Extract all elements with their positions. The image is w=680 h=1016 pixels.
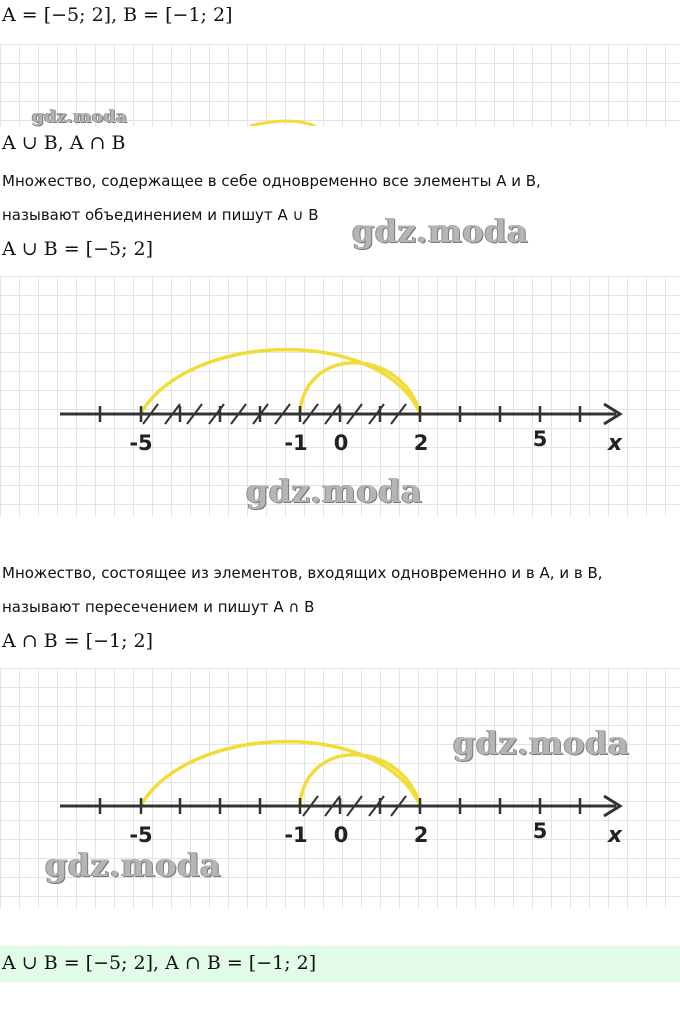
grid-strip-top [0, 44, 680, 126]
tick-label-2: 2 [413, 823, 429, 847]
axis-label-x: x [607, 431, 623, 456]
tick-label-2: 2 [413, 431, 429, 455]
arc-set-a [141, 350, 420, 413]
final-answer: A ∪ B = [−5; 2], A ∩ B = [−1; 2] [2, 952, 317, 974]
watermark-intersection-figure-top: gdz.moda [453, 724, 630, 762]
intersection-number-line-panel [0, 668, 680, 908]
tick-label-minus5: -5 [129, 431, 153, 455]
operations-line: A ∪ B, A ∩ B [2, 132, 126, 154]
union-number-line-panel [0, 276, 680, 516]
intersection-result: A ∩ B = [−1; 2] [2, 630, 154, 652]
tick-label-5: 5 [532, 819, 548, 843]
intersection-definition-line1: Множество, состоящее из элементов, входящих одновременно и в A, и в B, [2, 564, 603, 582]
tick-label-0: 0 [333, 823, 349, 847]
union-definition-line2: называют объединением и пишут A ∪ B [2, 206, 319, 224]
union-definition-line1: Множество, содержащее в себе одновременно все элементы A и B, [2, 172, 541, 190]
union-result: A ∪ B = [−5; 2] [2, 238, 154, 260]
axis-label-x: x [607, 823, 623, 848]
intersection-definition-line2: называют пересечением и пишут A ∩ B [2, 598, 315, 616]
watermark-union-figure: gdz.moda [246, 472, 423, 510]
tick-label-minus1: -1 [284, 431, 308, 455]
answer-box [0, 946, 680, 982]
watermark-union-text: gdz.moda [352, 212, 529, 250]
tick-label-5: 5 [532, 427, 548, 451]
tick-label-0: 0 [333, 431, 349, 455]
sets-definition: A = [−5; 2], B = [−1; 2] [2, 4, 233, 26]
tick-label-minus1: -1 [284, 823, 308, 847]
arc-set-a [141, 742, 420, 805]
tick-label-minus5: -5 [129, 823, 153, 847]
watermark-intersection-figure-bottom: gdz.moda [45, 846, 222, 884]
watermark-top: gdz.moda [32, 107, 128, 127]
